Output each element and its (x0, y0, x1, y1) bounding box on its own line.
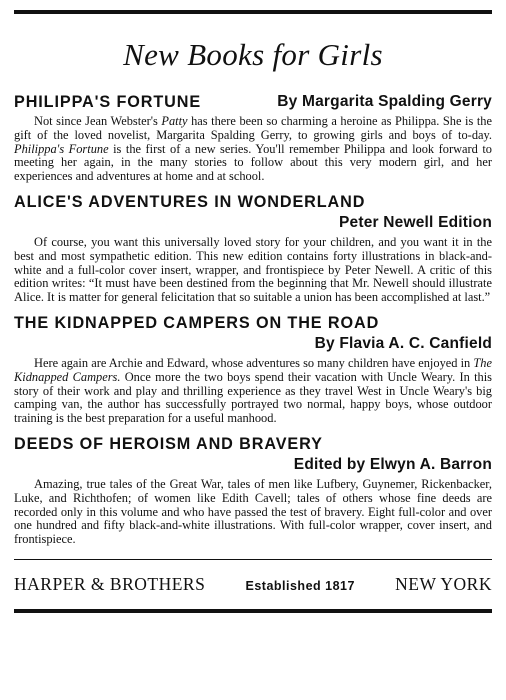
top-rule (14, 10, 492, 14)
book-entry-deeds-of-heroism (14, 434, 492, 547)
footer-top-rule (14, 559, 492, 560)
book-title: PHILIPPA'S FORTUNE (14, 93, 202, 111)
book-description: Here again are Archie and Edward, whose adventures so many children have enjoyed in The Kidnapped Campers. Once more the two boys spend their vacation with Uncle Weary. In this story of their work and play and thrilling experience as they travel West in Uncle Weary's big camping van, the author has successfully portrayed two normal, happy boys, whose outdoor training is the best preparation for a useful manhood. (14, 355, 493, 426)
book-heading (14, 92, 492, 112)
book-author: By Margarita Spalding Gerry (277, 93, 492, 110)
book-entry-kidnapped-campers (14, 313, 492, 426)
bottom-rule (14, 609, 492, 613)
publisher-footer (14, 574, 492, 595)
book-title: ALICE'S ADVENTURES IN WONDERLAND (14, 192, 366, 211)
publisher-city: NEW YORK (395, 573, 492, 594)
book-edition: Peter Newell Edition (338, 213, 492, 231)
italic-title-ref: Philippa's Fortune (14, 141, 109, 156)
book-description: Amazing, true tales of the Great War, tales of men like Lufbery, Guynemer, Rickenbacker, Luke, and Richthofen; of women like Edith Cavell; tales of others whose fine deeds are recorded only in this volume and who have passed the test of bravery. Eight full-color and over one hundred and fifty black-and-white illustrations. With full-color wrapper, cover insert, and frontispiece. (14, 476, 492, 547)
book-entry-philippas-fortune (14, 92, 492, 184)
book-description: Of course, you want this universally loved story for your children, and you want it in the best and most sympathetic edition. This new edition contains forty illustrations in black-and-white and a full-color cover insert, wrapper, and frontispiece by Peter Newell. A critic of this edition writes: “It must have been destined from the beginning that Mr. Newell should illustrate Alice. It is matter for general felicitation that so suitable a union has been accomplished at last.” (14, 234, 492, 305)
established-year: Established 1817 (245, 578, 355, 593)
page-title: New Books for Girls (123, 37, 383, 72)
italic-title-ref: The Kidnapped Campers. (14, 355, 492, 384)
publisher-name: HARPER & BROTHERS (14, 573, 206, 594)
book-editor: Edited by Elwyn A. Barron (293, 455, 492, 473)
advertisement-page (14, 10, 492, 613)
book-title: DEEDS OF HEROISM AND BRAVERY (14, 434, 323, 453)
book-title: THE KIDNAPPED CAMPERS ON THE ROAD (14, 313, 380, 332)
book-entry-alices-adventures (14, 192, 492, 305)
italic-title-ref: Patty (161, 114, 188, 128)
book-description: Not since Jean Webster's Patty has there been so charming a heroine as Philippa. She is the gift of the loved novelist, Margarita Spalding Gerry, to growing girls and boys of to-day. Philippa's Fortune is the first of a new series. You'll remember Philippa and look forward to meeting her again, in the many stories to follow about this very modern girl, and her experiences and adventures at home and at school. (14, 114, 492, 184)
book-author: By Flavia A. C. Canfield (314, 334, 492, 352)
